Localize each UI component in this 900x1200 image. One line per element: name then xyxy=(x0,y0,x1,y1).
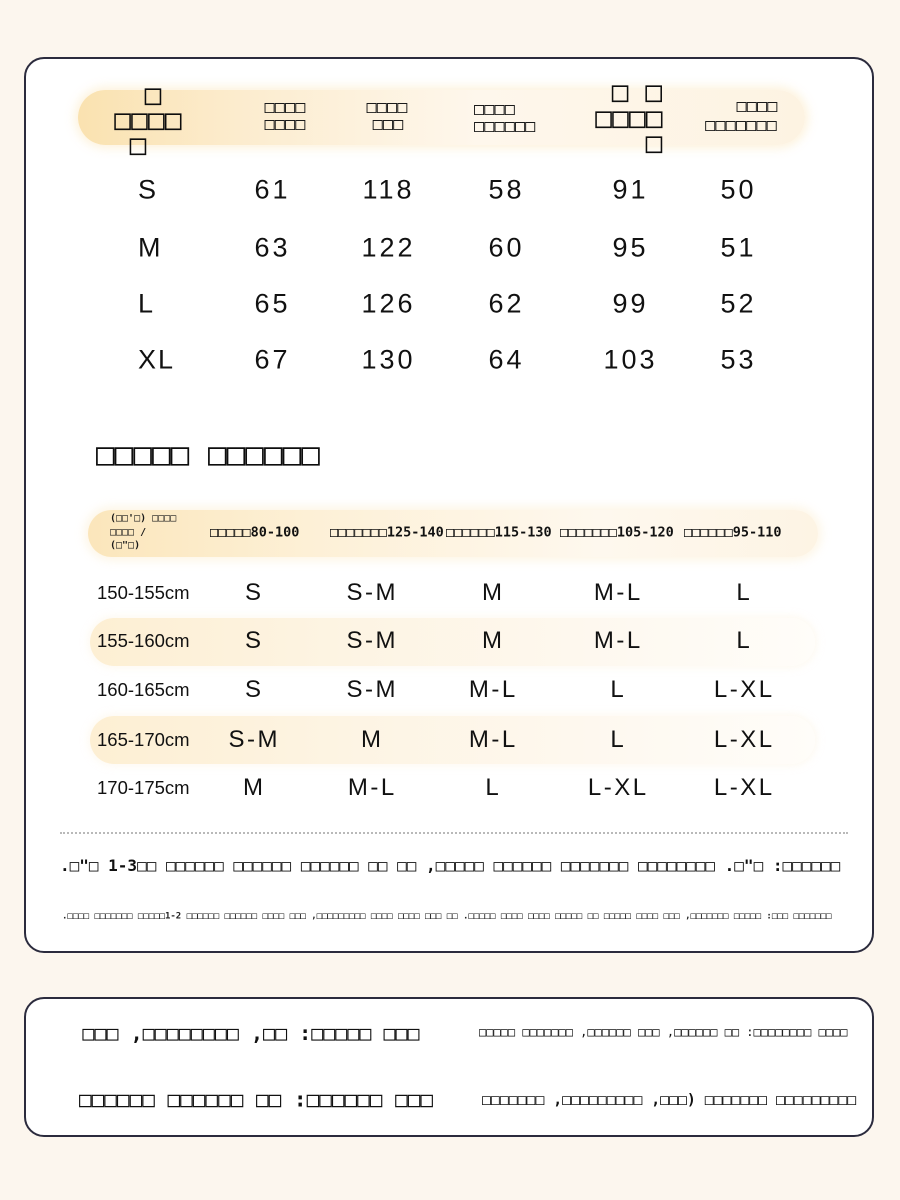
header-col-4-line-2: □□□□ xyxy=(595,101,663,134)
row-highlight xyxy=(90,716,815,764)
header-col-4-line-1: □ □ xyxy=(611,75,663,108)
measurement-cell: 130 xyxy=(361,344,416,375)
note-secondary: .□□□□ □□□□□□□ □□□□□1-2 □□□□□□ □□□□□□ □□□□ □□□ ,□□□□□□□□□ □□□□ □□□□ □□□ □□ .□□□□□ □□□□ □□□□ □□□□□ □□ □□□□□ □□□□ □□□ ,□□□□□□□ □□□□□ :□□□ □□□□□□□ xyxy=(62,911,832,922)
recommended-size: S xyxy=(244,579,264,606)
measurement-cell: 95 xyxy=(612,232,649,263)
measurement-cell: 61 xyxy=(254,174,291,205)
measurement-cell: 60 xyxy=(488,232,525,263)
recommended-size: M xyxy=(361,726,384,753)
size-label: M xyxy=(138,232,163,263)
recommended-size: S-M xyxy=(346,676,398,703)
corner-label-line-2: □□□□ / xyxy=(110,527,147,538)
dotted-divider xyxy=(60,832,848,834)
weight-column-header: □□□□□□115-130 xyxy=(446,524,552,541)
recommended-size: L-XL xyxy=(587,774,649,801)
height-label: 150-155cm xyxy=(97,581,190,603)
measurement-cell: 52 xyxy=(720,288,757,319)
recommended-size: L xyxy=(736,579,753,606)
weight-column-header: □□□□□□□105-120 xyxy=(560,524,674,541)
size-chart-header-background xyxy=(78,90,805,145)
measurement-cell: 99 xyxy=(612,288,649,319)
measurement-cell: 53 xyxy=(720,344,757,375)
measurement-cell: 103 xyxy=(603,344,658,375)
header-size-line-3: □ xyxy=(129,128,147,161)
header-col-2-line-1: □□□□ xyxy=(366,97,408,118)
height-label: 155-160cm xyxy=(97,629,190,651)
corner-label-line-3: (□"□) xyxy=(110,540,141,551)
measurement-cell: 122 xyxy=(361,232,416,263)
measurement-cell: 126 xyxy=(361,288,416,319)
measurement-cell: 65 xyxy=(254,288,291,319)
header-col-5-line-1: □□□□ xyxy=(736,96,778,117)
recommended-size: M-L xyxy=(593,579,643,606)
row-highlight xyxy=(90,618,815,666)
tip-heading: □□□□□□ □□□□□□ □□ :□□□□□□ □□□ xyxy=(78,1087,434,1112)
measurement-cell: 67 xyxy=(254,344,291,375)
size-chart-card xyxy=(24,57,874,953)
weight-column-header: □□□□□80-100 xyxy=(210,524,300,541)
recommended-size: L-XL xyxy=(713,726,775,753)
header-size-line-2: □□□□ xyxy=(114,103,182,136)
recommended-size: M-L xyxy=(347,774,397,801)
recommended-size: S xyxy=(244,676,264,703)
recommended-size: S xyxy=(244,627,264,654)
recommended-size: L xyxy=(485,774,502,801)
measurement-cell: 58 xyxy=(488,174,525,205)
header-col-1-line-1: □□□□ xyxy=(264,97,306,118)
height-label: 170-175cm xyxy=(97,776,190,798)
header-col-3-line-1: □□□□ xyxy=(474,99,515,120)
measurement-cell: 118 xyxy=(362,174,415,205)
size-label: XL xyxy=(138,344,176,375)
tip-description: □□□□□ □□□□□□□ ,□□□□□□ □□□ ,□□□□□□ □□ :□□□□□□□□ □□□□ xyxy=(479,1025,848,1039)
recommended-size: M xyxy=(482,627,505,654)
corner-label-line-1: (□□'□) □□□□ xyxy=(110,513,177,524)
height-label: 165-170cm xyxy=(97,728,190,750)
recommended-size: S-M xyxy=(346,627,398,654)
recommended-size: L-XL xyxy=(713,676,775,703)
recommended-size: M-L xyxy=(468,726,518,753)
recommended-size: L xyxy=(736,627,753,654)
measurement-cell: 62 xyxy=(488,288,525,319)
weight-column-header: □□□□□□□125-140 xyxy=(330,524,444,541)
header-col-3-line-2: □□□□□□ xyxy=(474,116,536,137)
recommended-size: M-L xyxy=(593,627,643,654)
tip-description: □□□□□□□ ,□□□□□□□□□ ,□□□) □□□□□□□ □□□□□□□□□ xyxy=(482,1091,857,1109)
recommended-size: L xyxy=(610,726,627,753)
measurement-cell: 51 xyxy=(720,232,757,263)
measurement-cell: 91 xyxy=(612,174,649,205)
recommended-size: S-M xyxy=(346,579,398,606)
header-col-2-line-2: □□□ xyxy=(372,114,404,135)
header-size-line-1: □ xyxy=(144,78,162,111)
recommended-size: M xyxy=(243,774,266,801)
note-primary: .□"□ 1-3□□ □□□□□□ □□□□□□ □□□□□□ □□ □□ ,□□□□□ □□□□□□ □□□□□□□ □□□□□□□□ .□"□ :□□□□□□ xyxy=(60,856,841,875)
measurement-cell: 50 xyxy=(720,174,757,205)
measurement-cell: 64 xyxy=(488,344,525,375)
tips-card xyxy=(24,997,874,1137)
recommended-size: M-L xyxy=(468,676,518,703)
measurement-cell: 63 xyxy=(254,232,291,263)
header-col-1-line-2: □□□□ xyxy=(264,114,306,135)
recommended-size: L xyxy=(610,676,627,703)
tip-heading: □□□ ,□□□□□□□□ ,□□ :□□□□□ □□□ xyxy=(82,1021,420,1045)
weight-column-header: □□□□□□95-110 xyxy=(684,524,782,541)
recommended-size: M xyxy=(482,579,505,606)
recommendation-title: □□□□□ □□□□□□ xyxy=(96,436,320,473)
size-label: S xyxy=(138,174,159,205)
size-label: L xyxy=(138,288,156,319)
recommended-size: L-XL xyxy=(713,774,775,801)
header-col-4-line-3: □ xyxy=(645,126,663,159)
header-col-5-line-2: □□□□□□□ xyxy=(705,115,777,136)
recommended-size: S-M xyxy=(228,726,280,753)
height-label: 160-165cm xyxy=(97,678,190,700)
